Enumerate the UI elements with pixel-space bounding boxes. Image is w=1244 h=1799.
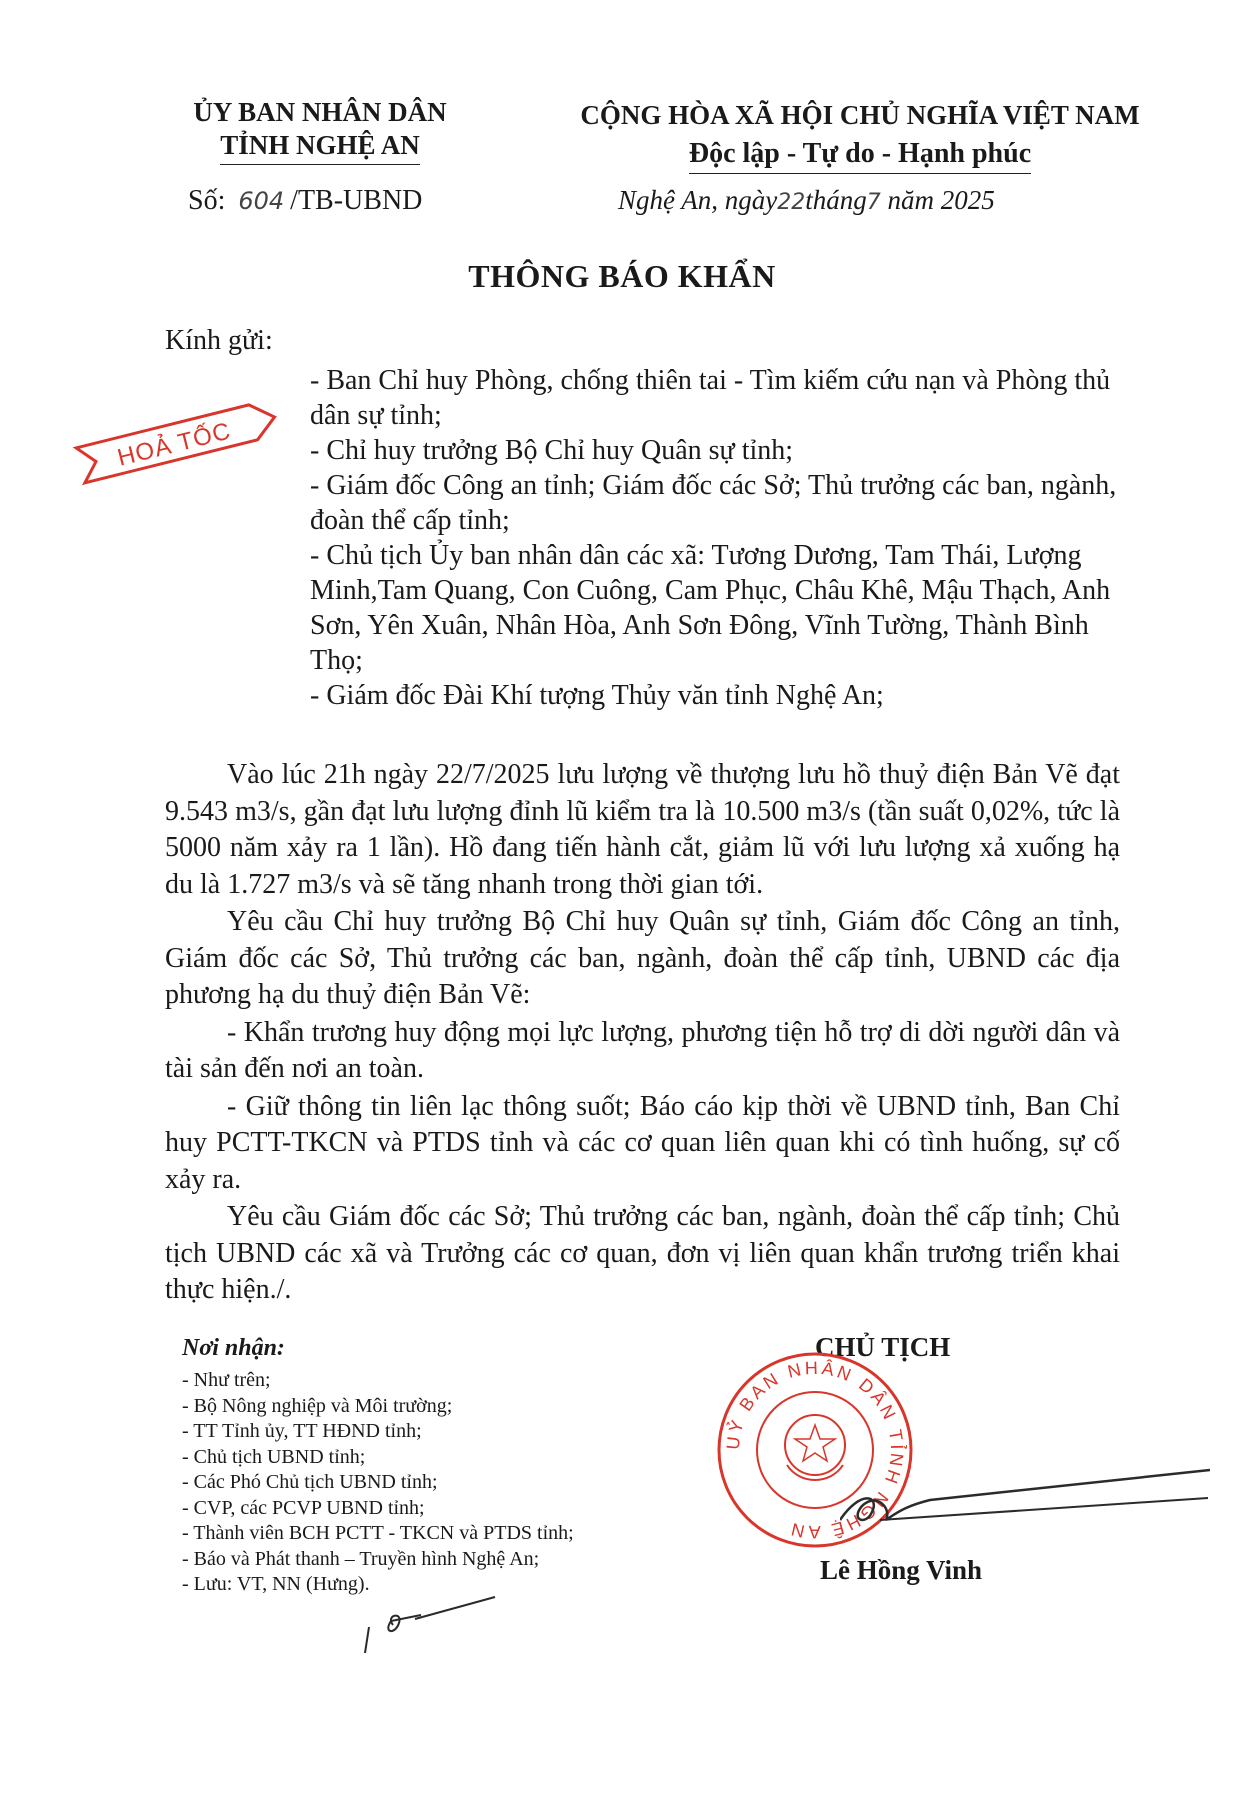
body-paragraph: Vào lúc 21h ngày 22/7/2025 lưu lượng về thượng lưu hồ thuỷ điện Bản Vẽ đạt 9.543 m3/s, gần đạt lưu lượng đỉnh lũ kiểm tra là 10.500 m3/s (tần suất 0,02%, tức là 5000 năm xảy ra 1 lần). Hồ đang tiến hành cắt, giảm lũ với lưu lượng xả xuống hạ du là 1.727 m3/s và sẽ tăng nhanh trong thời gian tới.: [165, 759, 1120, 900]
seal-text: UỶ BAN NHÂN DÂN TỈNH NGHỆ AN: [722, 1357, 908, 1543]
distribution-item: - Báo và Phát thanh – Truyền hình Nghệ An;: [182, 1547, 540, 1570]
signer-name: Lê Hồng Vinh: [820, 1555, 983, 1585]
nation-line-2: Độc lập - Tự do - Hạnh phúc: [689, 135, 1031, 174]
doc-no-handwritten: 604: [238, 187, 285, 215]
doc-no-label: Số:: [188, 185, 226, 216]
distribution-item: - Chủ tịch UBND tỉnh;: [182, 1445, 366, 1468]
body-paragraph: - Giữ thông tin liên lạc thông suốt; Báo cáo kịp thời về UBND tỉnh, Ban Chỉ huy PCTT-TKCN và PTDS tỉnh và các cơ quan liên quan khi có tình huống, sự cố xảy ra.: [165, 1090, 1120, 1195]
distribution-item: - Lưu: VT, NN (Hưng).: [182, 1573, 370, 1595]
body-paragraph: Yêu cầu Chỉ huy trưởng Bộ Chỉ huy Quân sự tỉnh, Giám đốc Công an tỉnh, Giám đốc các Sở, Thủ trưởng các ban, ngành, đoàn thể cấp tỉnh, UBND các địa phương hạ du thuỷ điện Bản Vẽ:: [165, 906, 1120, 1010]
recipient-item: - Giám đốc Đài Khí tượng Thủy văn tỉnh Nghệ An;: [310, 680, 884, 711]
body-paragraph: Yêu cầu Giám đốc các Sở; Thủ trưởng các ban, ngành, đoàn thể cấp tỉnh; Chủ tịch UBND các xã và Trưởng các cơ quan, đơn vị liên quan khẩn trương triển khai thực hiện./.: [165, 1201, 1120, 1305]
distribution-item: - CVP, các PCVP UBND tỉnh;: [182, 1496, 425, 1519]
date-month-label: tháng: [805, 185, 867, 215]
document-body: [165, 757, 1120, 1309]
document-number: [188, 185, 422, 217]
recipient-item: - Ban Chỉ huy Phòng, chống thiên tai - Tìm kiếm cứu nạn và Phòng thủ dân sự tỉnh;: [310, 365, 1111, 431]
signer-title: CHỦ TỊCH: [815, 1332, 951, 1362]
distribution-item: - TT Tỉnh ủy, TT HĐND tỉnh;: [182, 1420, 422, 1442]
distribution-item: - Bộ Nông nghiệp và Môi trường;: [182, 1394, 453, 1417]
body-paragraph: - Khẩn trương huy động mọi lực lượng, phương tiện hỗ trợ di dời người dân và tài sản đến nơi an toàn.: [165, 1016, 1120, 1084]
date-day: 22: [777, 190, 806, 215]
distribution-list: [182, 1368, 574, 1598]
date-year: năm 2025: [887, 185, 995, 215]
date-prefix: Nghệ An, ngày: [618, 185, 778, 215]
recipient-item: - Chủ tịch Ủy ban nhân dân các xã: Tương Dương, Tam Thái, Lượng Minh,Tam Quang, Con Cuông, Cam Phục, Châu Khê, Mậu Thạch, Anh Sơn, Yên Xuân, Nhân Hòa, Anh Sơn Đông, Vĩnh Tường, Thành Bình Thọ;: [310, 540, 1111, 676]
nation-line-1: CỘNG HÒA XÃ HỘI CHỦ NGHĨA VIỆT NAM: [580, 100, 1140, 130]
distribution-item: - Thành viên BCH PCTT - TKCN và PTDS tỉnh;: [182, 1522, 574, 1544]
initials-scribble-icon: [355, 1585, 500, 1660]
recipient-item: - Chỉ huy trưởng Bộ Chỉ huy Quân sự tỉnh;: [310, 435, 794, 466]
handwritten-signature-icon: [840, 1450, 1210, 1550]
distribution-title: Nơi nhận:: [182, 1335, 285, 1361]
salutation: Kính gửi:: [165, 325, 273, 356]
recipient-item: - Giám đốc Công an tỉnh; Giám đốc các Sở; Thủ trưởng các ban, ngành, đoàn thể cấp tỉnh;: [310, 470, 1117, 536]
urgent-stamp: [55, 385, 285, 495]
date-month: 7: [866, 190, 881, 215]
org-line-1: ỦY BAN NHÂN DÂN: [193, 97, 447, 127]
seal-emblem-icon: [785, 1415, 845, 1480]
distribution-item: - Như trên;: [182, 1369, 271, 1391]
distribution-item: - Các Phó Chủ tịch UBND tỉnh;: [182, 1471, 438, 1493]
urgent-stamp-text: HOẢ TỐC: [114, 417, 234, 472]
recipient-list: [310, 363, 1130, 713]
org-line-2: TỈNH NGHỆ AN: [220, 129, 420, 165]
doc-no-suffix: /TB-UBND: [290, 185, 423, 216]
issuing-organization: [150, 96, 490, 165]
date-line: [618, 185, 995, 216]
document-title: THÔNG BÁO KHẨN: [468, 258, 776, 294]
national-motto: [540, 96, 1180, 174]
